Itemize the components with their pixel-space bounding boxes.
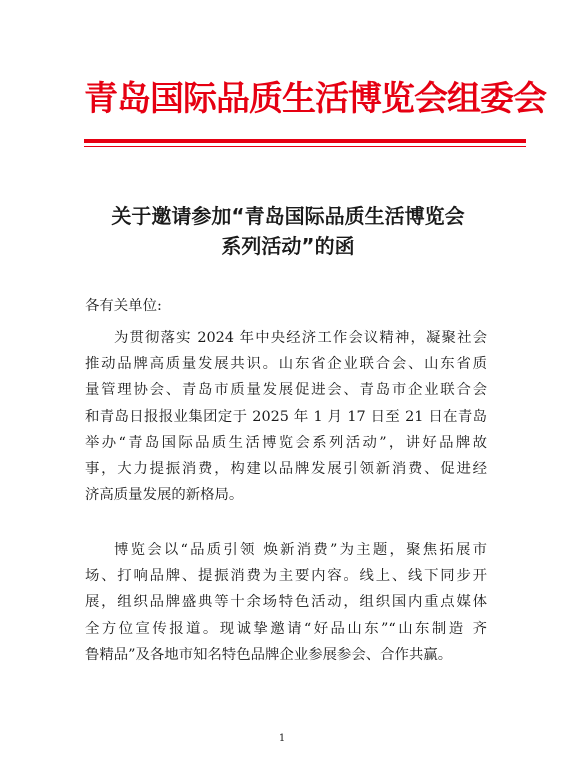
paragraph-line: 事，大力提振消费，构建以品牌发展引领新消费、促进经 [85,460,487,477]
document-title-line-2: 系列活动”的函 [221,234,355,258]
paragraph-line: 举办“青岛国际品质生活博览会系列活动”，讲好品牌故 [85,434,487,451]
paragraph-line: 量管理协会、青岛市质量发展促进会、青岛市企业联合会 [85,382,487,399]
header-red-rule-thin [84,146,526,147]
paragraph-line: 博览会以“品质引领 焕新消费”为主题，聚焦拓展市 [114,542,487,558]
paragraph-line: 为贯彻落实 2024 年中央经济工作会议精神，凝聚社会 [114,330,487,346]
header-red-rule-thick [84,139,526,143]
paragraph-line: 鲁精品”及各地市知名特色品牌企业参展参会、合作共赢。 [85,646,453,663]
paragraph-line: 全方位宣传报道。现诚挚邀请“好品山东”“山东制造 齐 [85,620,487,637]
paragraph-line: 推动品牌高质量发展共识。山东省企业联合会、山东省质 [85,356,487,373]
organization-header: 青岛国际品质生活博览会组委会 [84,79,546,119]
paragraph-line: 济高质量发展的新格局。 [85,487,244,504]
document-title [78,201,498,261]
page-number: 1 [278,733,286,744]
body-paragraph-2 [85,537,487,668]
salutation: 各有关单位: [85,298,162,314]
paragraph-line: 场、打响品牌、提振消费为主要内容。线上、线下同步开 [85,568,487,585]
paragraph-line: 展，组织品牌盛典等十余场特色活动，组织国内重点媒体 [85,594,487,611]
body-paragraph-1 [85,325,487,508]
paragraph-line: 和青岛日报报业集团定于 2025 年 1 月 17 日至 21 日在青岛 [85,408,487,425]
document-title-line-1: 关于邀请参加“青岛国际品质生活博览会 [111,204,465,228]
